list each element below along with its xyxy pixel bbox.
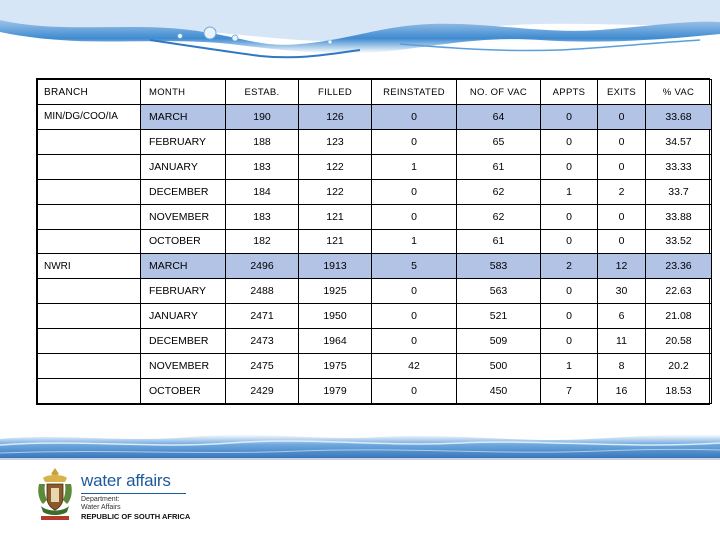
cell-appts: 0 [541, 204, 598, 229]
cell-estab: 2496 [226, 254, 299, 279]
cell-pct-vac: 33.33 [646, 154, 712, 179]
cell-estab: 182 [226, 229, 299, 254]
cell-no-of-vac: 64 [457, 105, 541, 130]
coat-of-arms-icon [33, 466, 77, 524]
header-appts: APPTS [541, 80, 598, 105]
cell-pct-vac: 33.7 [646, 179, 712, 204]
table-row [38, 354, 712, 379]
table-row [38, 254, 712, 279]
table-row [38, 304, 712, 329]
cell-no-of-vac: 500 [457, 354, 541, 379]
cell-appts: 2 [541, 254, 598, 279]
department-name: Water Affairs [81, 504, 121, 511]
cell-reinstated: 0 [372, 105, 457, 130]
department-label: Department: [81, 496, 120, 503]
cell-no-of-vac: 62 [457, 204, 541, 229]
cell-month: MARCH [141, 254, 226, 279]
cell-pct-vac: 20.2 [646, 354, 712, 379]
cell-month: FEBRUARY [141, 279, 226, 304]
cell-month: DECEMBER [141, 329, 226, 354]
cell-pct-vac: 33.88 [646, 204, 712, 229]
table-header [38, 80, 712, 105]
cell-appts: 0 [541, 279, 598, 304]
cell-branch [38, 129, 141, 154]
cell-branch [38, 204, 141, 229]
table-row [38, 154, 712, 179]
cell-pct-vac: 33.52 [646, 229, 712, 254]
cell-no-of-vac: 563 [457, 279, 541, 304]
cell-reinstated: 1 [372, 229, 457, 254]
cell-month: MARCH [141, 105, 226, 130]
cell-pct-vac: 34.57 [646, 129, 712, 154]
table-row [38, 229, 712, 254]
cell-month: NOVEMBER [141, 354, 226, 379]
water-wave-footer [0, 425, 720, 460]
cell-no-of-vac: 450 [457, 378, 541, 403]
cell-estab: 2471 [226, 304, 299, 329]
cell-filled: 1925 [299, 279, 372, 304]
cell-exits: 0 [598, 229, 646, 254]
cell-branch [38, 378, 141, 403]
cell-reinstated: 0 [372, 378, 457, 403]
cell-filled: 121 [299, 204, 372, 229]
cell-appts: 7 [541, 378, 598, 403]
cell-month: DECEMBER [141, 179, 226, 204]
cell-appts: 0 [541, 129, 598, 154]
water-splash-banner [0, 0, 720, 80]
vacancy-table [37, 79, 712, 404]
header-reinstated: REINSTATED [372, 80, 457, 105]
cell-filled: 1950 [299, 304, 372, 329]
cell-estab: 2429 [226, 378, 299, 403]
header-pct-vac: % VAC [646, 80, 712, 105]
cell-filled: 121 [299, 229, 372, 254]
cell-estab: 2488 [226, 279, 299, 304]
table-row [38, 378, 712, 403]
table-row [38, 329, 712, 354]
cell-reinstated: 0 [372, 204, 457, 229]
cell-no-of-vac: 61 [457, 154, 541, 179]
cell-filled: 1975 [299, 354, 372, 379]
cell-reinstated: 0 [372, 329, 457, 354]
cell-exits: 30 [598, 279, 646, 304]
cell-exits: 0 [598, 129, 646, 154]
cell-exits: 0 [598, 154, 646, 179]
cell-month: OCTOBER [141, 229, 226, 254]
cell-reinstated: 5 [372, 254, 457, 279]
cell-appts: 1 [541, 354, 598, 379]
cell-month: JANUARY [141, 304, 226, 329]
cell-pct-vac: 33.68 [646, 105, 712, 130]
cell-no-of-vac: 583 [457, 254, 541, 279]
cell-branch [38, 179, 141, 204]
cell-exits: 0 [598, 105, 646, 130]
country-name: REPUBLIC OF SOUTH AFRICA [81, 512, 191, 521]
header-estab: ESTAB. [226, 80, 299, 105]
cell-no-of-vac: 61 [457, 229, 541, 254]
cell-estab: 184 [226, 179, 299, 204]
cell-reinstated: 0 [372, 279, 457, 304]
cell-appts: 1 [541, 179, 598, 204]
cell-pct-vac: 20.58 [646, 329, 712, 354]
brand-name: water affairs [81, 471, 171, 490]
cell-exits: 12 [598, 254, 646, 279]
cell-branch [38, 229, 141, 254]
cell-estab: 183 [226, 154, 299, 179]
cell-reinstated: 0 [372, 129, 457, 154]
cell-appts: 0 [541, 105, 598, 130]
cell-filled: 123 [299, 129, 372, 154]
cell-appts: 0 [541, 154, 598, 179]
brand-underline [81, 493, 186, 494]
cell-filled: 1964 [299, 329, 372, 354]
header-filled: FILLED [299, 80, 372, 105]
cell-reinstated: 1 [372, 154, 457, 179]
cell-branch: NWRI [38, 254, 141, 279]
cell-branch [38, 329, 141, 354]
cell-estab: 2475 [226, 354, 299, 379]
table-body [38, 105, 712, 404]
cell-reinstated: 0 [372, 304, 457, 329]
cell-month: FEBRUARY [141, 129, 226, 154]
header-month: MONTH [141, 80, 226, 105]
cell-filled: 1913 [299, 254, 372, 279]
table-row [38, 204, 712, 229]
cell-branch: MIN/DG/COO/IA [38, 105, 141, 130]
cell-pct-vac: 21.08 [646, 304, 712, 329]
cell-no-of-vac: 62 [457, 179, 541, 204]
cell-exits: 2 [598, 179, 646, 204]
table-row [38, 105, 712, 130]
cell-exits: 0 [598, 204, 646, 229]
cell-reinstated: 0 [372, 179, 457, 204]
cell-exits: 8 [598, 354, 646, 379]
header-row [38, 80, 712, 105]
cell-no-of-vac: 65 [457, 129, 541, 154]
cell-appts: 0 [541, 304, 598, 329]
cell-filled: 122 [299, 154, 372, 179]
table-row [38, 129, 712, 154]
footer-divider [0, 458, 720, 460]
cell-exits: 6 [598, 304, 646, 329]
cell-estab: 188 [226, 129, 299, 154]
cell-pct-vac: 23.36 [646, 254, 712, 279]
cell-exits: 16 [598, 378, 646, 403]
cell-reinstated: 42 [372, 354, 457, 379]
cell-estab: 190 [226, 105, 299, 130]
cell-no-of-vac: 521 [457, 304, 541, 329]
cell-month: OCTOBER [141, 378, 226, 403]
cell-pct-vac: 22.63 [646, 279, 712, 304]
cell-branch [38, 354, 141, 379]
header-no-of-vac: NO. OF VAC [457, 80, 541, 105]
cell-estab: 183 [226, 204, 299, 229]
cell-month: NOVEMBER [141, 204, 226, 229]
cell-filled: 126 [299, 105, 372, 130]
cell-branch [38, 154, 141, 179]
cell-pct-vac: 18.53 [646, 378, 712, 403]
cell-exits: 11 [598, 329, 646, 354]
table-row [38, 279, 712, 304]
vacancy-table-container [36, 78, 710, 405]
cell-appts: 0 [541, 329, 598, 354]
cell-estab: 2473 [226, 329, 299, 354]
cell-month: JANUARY [141, 154, 226, 179]
cell-branch [38, 279, 141, 304]
cell-branch [38, 304, 141, 329]
cell-filled: 122 [299, 179, 372, 204]
cell-no-of-vac: 509 [457, 329, 541, 354]
logo-text-block [81, 472, 231, 521]
cell-filled: 1979 [299, 378, 372, 403]
header-exits: EXITS [598, 80, 646, 105]
cell-appts: 0 [541, 229, 598, 254]
header-branch: BRANCH [38, 80, 141, 105]
table-row [38, 179, 712, 204]
